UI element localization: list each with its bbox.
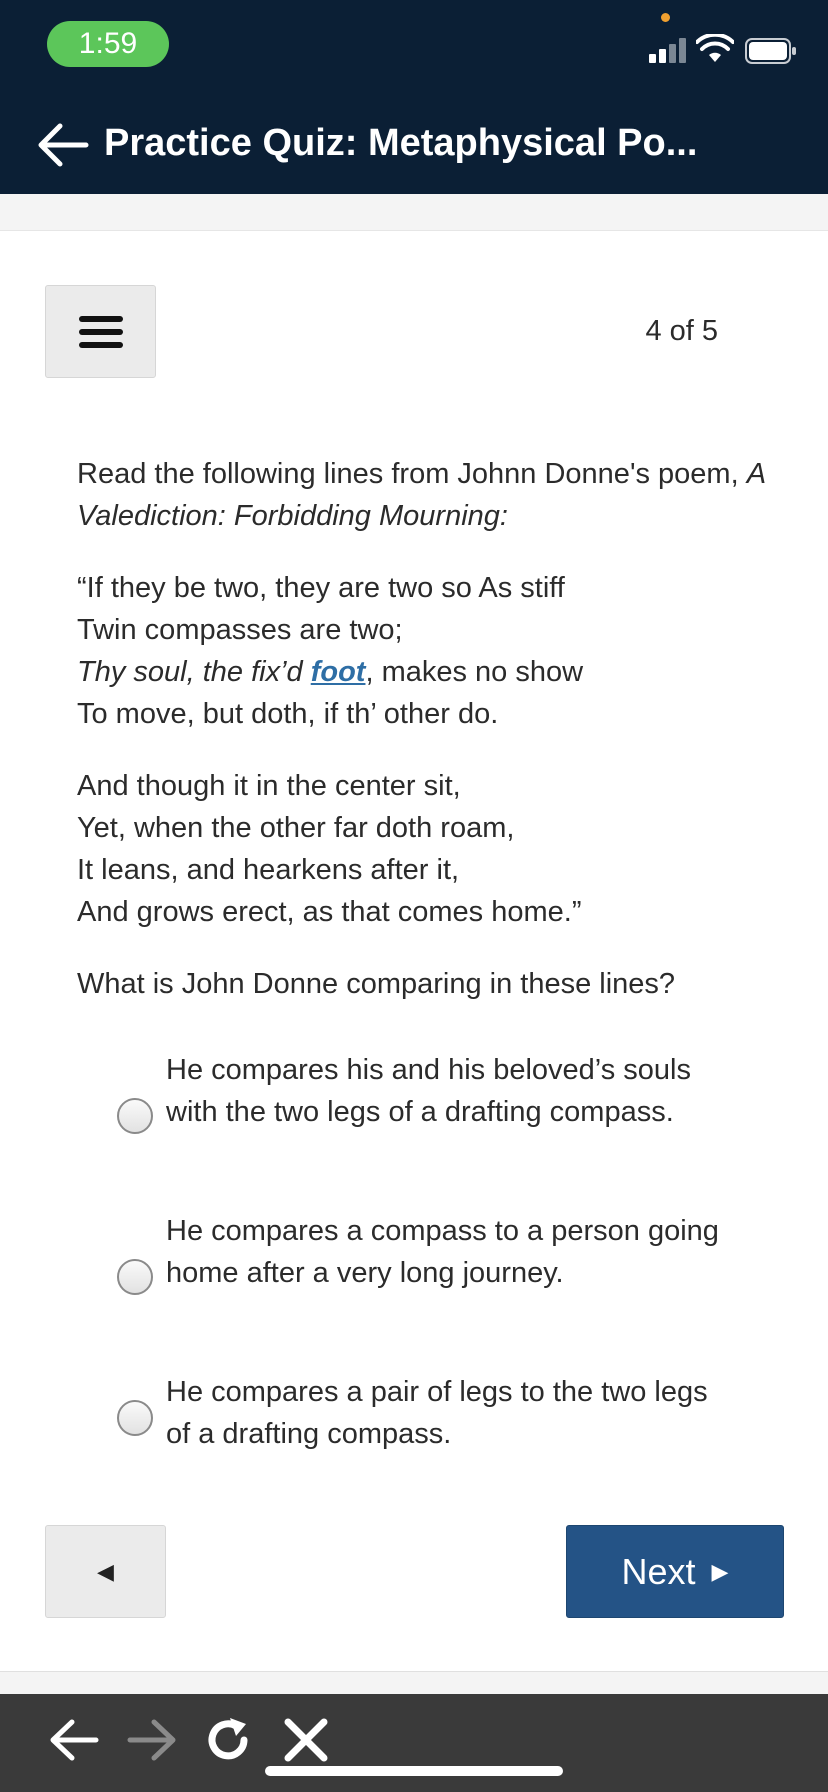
stanza-1 xyxy=(77,567,767,735)
question-prompt: What is John Donne comparing in these lines? xyxy=(77,968,676,1000)
stanza-2 xyxy=(77,765,767,933)
answer-option-2-text[interactable]: He compares a compass to a person going home after a very long journey. xyxy=(166,1215,719,1289)
radio-button-2[interactable] xyxy=(117,1259,153,1295)
privacy-indicator-icon xyxy=(661,13,670,22)
quiz-card xyxy=(0,230,828,1672)
stanza-1-line-1: “If they be two, they are two so As stiff xyxy=(77,572,565,604)
battery-icon xyxy=(745,38,797,64)
stanza-2-line-4: And grows erect, as that comes home.” xyxy=(77,896,582,928)
signal-icon xyxy=(649,37,689,63)
poem-title: A Valediction: Forbidding Mourning: xyxy=(77,458,765,532)
home-indicator[interactable] xyxy=(265,1766,563,1776)
answer-option-1-text[interactable]: He compares his and his beloved’s souls with the two legs of a drafting compass. xyxy=(166,1054,691,1128)
close-icon[interactable] xyxy=(278,1712,334,1768)
header-divider xyxy=(0,194,828,230)
hamburger-icon xyxy=(79,314,123,350)
question-text xyxy=(77,453,767,1035)
stanza-1-line-3-italic: Thy soul, the fix’d xyxy=(77,656,311,688)
stanza-2-line-3: It leans, and hearkens after it, xyxy=(77,854,460,886)
next-arrow-icon: ▶ xyxy=(711,1558,729,1584)
wifi-icon xyxy=(696,34,734,64)
answer-option-3-text[interactable]: He compares a pair of legs to the two legs of a drafting compass. xyxy=(166,1376,708,1450)
stanza-2-line-2: Yet, when the other far doth roam, xyxy=(77,812,515,844)
page-title: Practice Quiz: Metaphysical Po... xyxy=(104,122,698,164)
previous-button[interactable] xyxy=(45,1525,166,1618)
question-counter: 4 of 5 xyxy=(645,315,718,347)
app-header xyxy=(0,0,828,194)
back-arrow-icon[interactable] xyxy=(36,120,90,170)
glossary-link-foot[interactable]: foot xyxy=(310,656,366,688)
menu-button[interactable] xyxy=(45,285,156,378)
previous-arrow-icon: ◀ xyxy=(97,1558,114,1584)
stanza-1-line-3-rest: , makes no show xyxy=(365,656,584,688)
intro-text: Read the following lines from Johnn Donne's poem, xyxy=(77,458,747,490)
browser-back-icon[interactable] xyxy=(46,1712,102,1768)
reload-icon[interactable] xyxy=(200,1712,256,1768)
radio-button-3[interactable] xyxy=(117,1400,153,1436)
intro-paragraph xyxy=(77,453,767,537)
browser-forward-icon[interactable] xyxy=(124,1712,180,1768)
stanza-2-line-1: And though it in the center sit, xyxy=(77,770,461,802)
status-time: 1:59 xyxy=(47,21,169,67)
stanza-1-line-4: To move, but doth, if th’ other do. xyxy=(77,698,499,730)
stanza-1-line-2: Twin compasses are two; xyxy=(77,614,403,646)
next-button[interactable] xyxy=(566,1525,784,1618)
browser-toolbar xyxy=(0,1694,828,1792)
radio-button-1[interactable] xyxy=(117,1098,153,1134)
next-button-label: Next xyxy=(621,1550,696,1592)
